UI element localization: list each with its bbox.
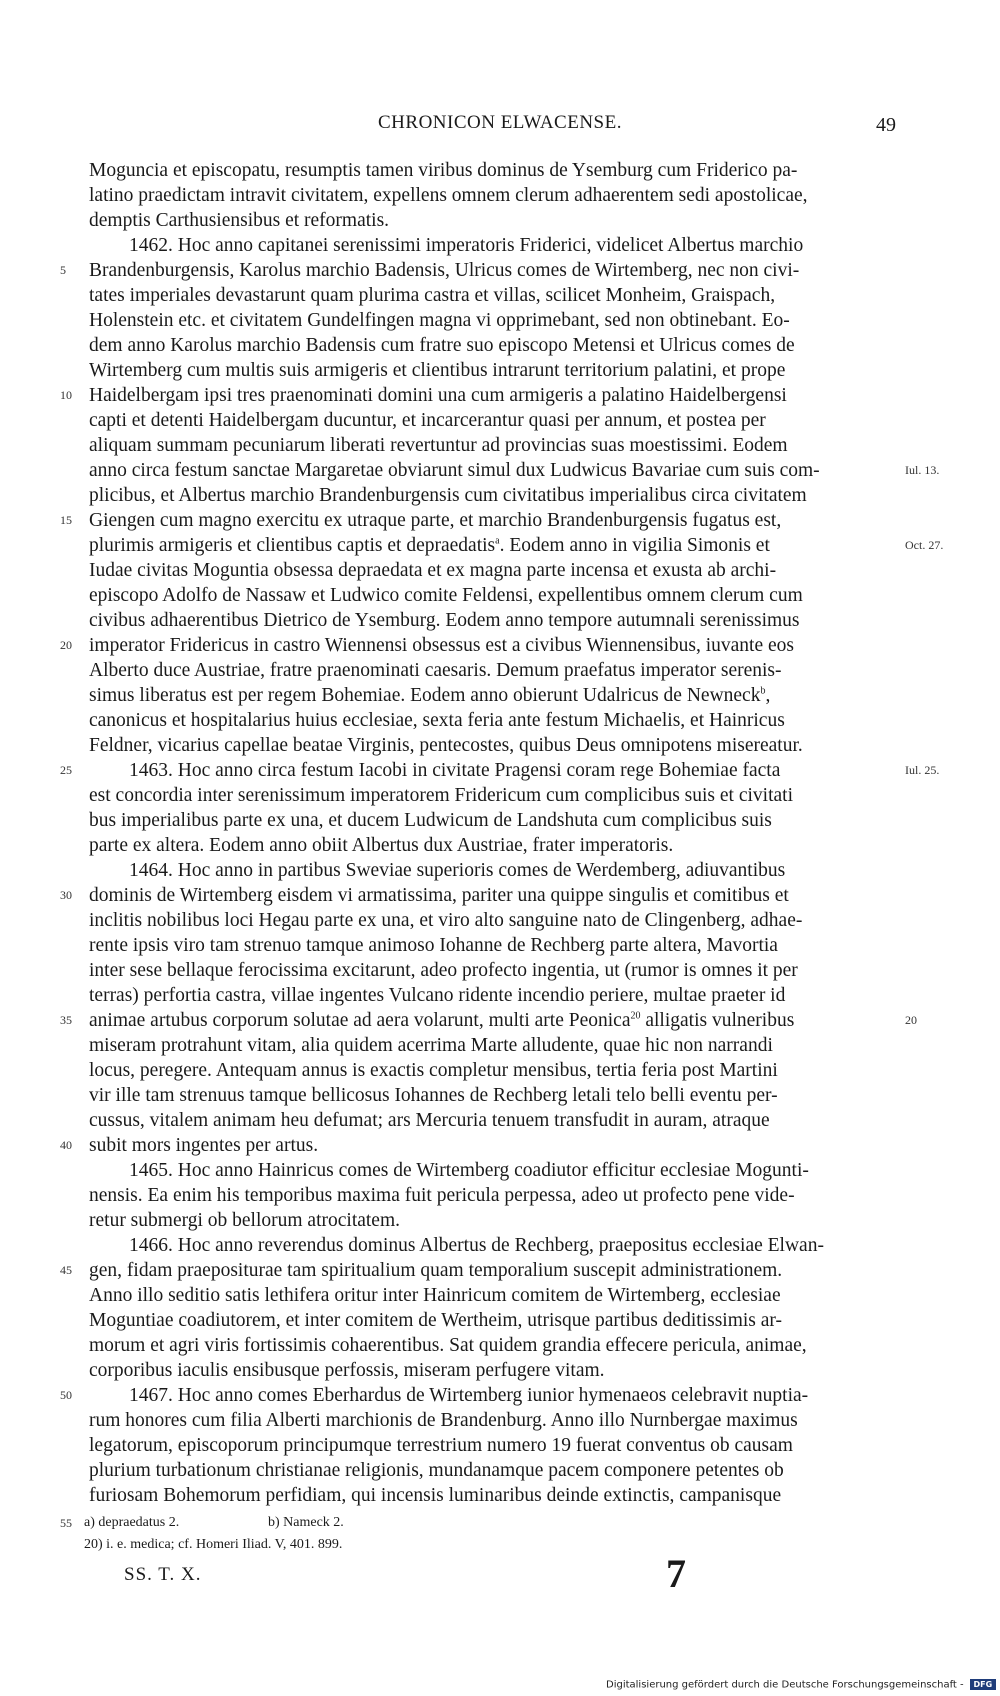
line-text	[89, 1458, 899, 1483]
text-line	[0, 158, 1000, 183]
line-text	[89, 933, 899, 958]
line-number: 30	[60, 888, 72, 902]
line-text	[89, 658, 899, 683]
line-text-segment: episcopo Adolfo de Nassaw et Ludwico comite Feldensi, expellentibus omnem clerum cum	[89, 585, 803, 606]
line-text-segment: imperator Fridericus in castro Wiennensi obsessus est a civibus Wiennensibus, iuvante eos	[89, 635, 794, 656]
text-line	[0, 808, 1000, 833]
line-text	[89, 158, 899, 183]
line-text-segment: animae artubus corporum solutae ad aera volarunt, multi arte Peonica	[89, 1010, 631, 1031]
line-text-segment: civibus adhaerentibus Dietrico de Ysemburg. Eodem anno tempore autumnali serenissimus	[89, 610, 800, 631]
line-text-segment: Iudae civitas Moguntia obsessa depraedata et ex magna parte incensa et exusta ab archi-	[89, 560, 777, 581]
line-text	[89, 1308, 899, 1333]
text-line	[0, 283, 1000, 308]
line-text	[89, 283, 899, 308]
line-text-segment: Holenstein etc. et civitatem Gundelfingen magna vi opprimebant, sed non obtinebant. Eo-	[89, 310, 790, 331]
text-line	[0, 1233, 1000, 1258]
text-line	[0, 783, 1000, 808]
line-text	[89, 1333, 899, 1358]
text-line	[0, 558, 1000, 583]
text-line	[0, 208, 1000, 233]
footnote-marker: b	[760, 685, 766, 697]
footnotes	[0, 1512, 1000, 1556]
line-text	[89, 583, 899, 608]
line-text-segment: Feldner, vicarius capellae beatae Virginis, pentecostes, quibus Deus omnipotens misereatur.	[89, 735, 803, 756]
line-text-segment: canonicus et hospitalarius huius ecclesiae, sexta feria ante festum Michaelis, et Hainricus	[89, 710, 785, 731]
text-line	[0, 1033, 1000, 1058]
line-text	[129, 1158, 899, 1183]
line-number: 25	[60, 763, 72, 777]
line-text	[89, 908, 899, 933]
line-text	[89, 183, 899, 208]
line-text-segment: corporibus iaculis ensibusque perfossis, miseram perfugere vitam.	[89, 1360, 605, 1381]
line-text-segment: Brandenburgensis, Karolus marchio Badensis, Ulricus comes de Wirtemberg, nec non civi-	[89, 260, 800, 281]
line-text-segment: simus liberatus est per regem Bohemiae. Eodem anno obierunt Udalricus de Newneck	[89, 685, 761, 706]
line-text	[89, 733, 899, 758]
line-text-segment: Anno illo seditio satis lethifera oritur inter Hainricum comitem de Wirtemberg, ecclesiae	[89, 1285, 781, 1306]
line-text-segment: vir ille tam strenuus tamque bellicosus Iohannes de Rechberg letali telo belli eventu per-	[89, 1085, 778, 1106]
line-number: 15	[60, 513, 72, 527]
text-line	[0, 233, 1000, 258]
margin-date-note: Iul. 25.	[905, 763, 940, 777]
text-line	[0, 1333, 1000, 1358]
line-number: 5	[60, 263, 66, 277]
line-text-segment: retur submergi ob bellorum atrocitatem.	[89, 1210, 401, 1231]
line-text-segment: anno circa festum sanctae Margaretae obviarunt simul dux Ludwicus Bavariae cum suis com-	[89, 460, 820, 481]
sheet-number: 7	[666, 1551, 686, 1596]
text-line	[0, 1058, 1000, 1083]
text-line	[0, 1183, 1000, 1208]
line-text-segment: legatorum, episcoporum principumque terrestrium numero 19 fuerat conventus ob causam	[89, 1435, 793, 1456]
line-text	[89, 683, 899, 708]
line-text-segment: 1466. Hoc anno reverendus dominus Albertus de Rechberg, praepositus ecclesiae Elwan-	[129, 1235, 824, 1256]
text-line	[0, 183, 1000, 208]
line-text	[89, 983, 899, 1008]
line-text-segment: Haidelbergam ipsi tres praenominati domini una cum armigeris a palatino Haidelbergensi	[89, 385, 787, 406]
line-text	[89, 208, 899, 233]
text-line	[0, 708, 1000, 733]
text-line	[0, 1458, 1000, 1483]
text-line	[0, 258, 1000, 283]
line-text	[89, 1408, 899, 1433]
line-text-segment: aliquam summam pecuniarum liberati revertuntur ad provincias suas moestissimi. Eodem	[89, 435, 788, 456]
line-number: 10	[60, 388, 72, 402]
line-text-segment: est concordia inter serenissimum imperatorem Fridericum cum complicibus suis et civitati	[89, 785, 793, 806]
text-line	[0, 408, 1000, 433]
dfg-logo-icon: DFG	[970, 1679, 996, 1690]
line-text	[89, 333, 899, 358]
line-text	[89, 883, 899, 908]
text-line	[0, 1208, 1000, 1233]
line-text	[129, 858, 899, 883]
line-text-segment: 1465. Hoc anno Hainricus comes de Wirtemberg coadiutor efficitur ecclesiae Mogunti-	[129, 1160, 809, 1181]
line-text	[89, 1108, 899, 1133]
footnote-row	[0, 1534, 1000, 1556]
footnote-marker: 20	[630, 1010, 641, 1022]
line-text-segment: 1467. Hoc anno comes Eberhardus de Wirtemberg iunior hymenaeos celebravit nuptia-	[129, 1385, 809, 1406]
margin-date-note: Oct. 27.	[905, 538, 944, 552]
line-text	[89, 633, 899, 658]
line-text-segment: gen, fidam praepositurae tam spiritualium quam temporalium suscepit administrationem.	[89, 1260, 783, 1281]
footnote-a: a) depraedatus 2.	[84, 1515, 180, 1530]
line-text-segment: miseram protrahunt vitam, alia quidem acerrima Marte alludente, quae hic non narrandi	[89, 1035, 773, 1056]
text-line	[0, 633, 1000, 658]
text-line	[0, 1083, 1000, 1108]
text-line	[0, 358, 1000, 383]
footnote-marker: a	[495, 535, 500, 547]
line-text-segment: bus imperialibus parte ex una, et ducem Ludwicum de Landshuta cum complicibus suis	[89, 810, 772, 831]
text-line	[0, 1483, 1000, 1508]
line-text-segment: . Eodem anno in vigilia Simonis et	[499, 535, 770, 556]
footnote-row	[0, 1512, 1000, 1534]
line-text-segment: demptis Carthusiensibus et reformatis.	[89, 210, 390, 231]
line-text	[89, 258, 899, 283]
line-text	[89, 783, 899, 808]
line-text	[89, 408, 899, 433]
line-text-segment: alligatis vulneribus	[640, 1010, 795, 1031]
line-text	[89, 1008, 899, 1033]
text-line	[0, 833, 1000, 858]
line-text	[89, 458, 899, 483]
line-text	[89, 433, 899, 458]
line-text	[89, 533, 899, 558]
line-text-segment: Giengen cum magno exercitu ex utraque parte, et marchio Brandenburgensis fugatus est,	[89, 510, 782, 531]
line-number: 45	[60, 1263, 72, 1277]
line-text-segment: nensis. Ea enim his temporibus maxima fuit pericula perpessa, adeo ut profecto pene vide-	[89, 1185, 795, 1206]
line-text	[89, 1133, 899, 1158]
footnote-line-number: 55	[60, 1516, 72, 1530]
line-text-segment: rum honores cum filia Alberti marchionis de Brandenburg. Anno illo Nurnbergae maximus	[89, 1410, 798, 1431]
line-text	[89, 1283, 899, 1308]
line-text-segment: plicibus, et Albertus marchio Brandenburgensis cum civitatibus imperialibus circa civitatem	[89, 485, 807, 506]
text-line	[0, 458, 1000, 483]
text-line	[0, 1133, 1000, 1158]
line-text	[89, 1058, 899, 1083]
text-line	[0, 1433, 1000, 1458]
text-line	[0, 1008, 1000, 1033]
text-line	[0, 1358, 1000, 1383]
line-text-segment: latino praedictam intravit civitatem, expellens omnem clerum adhaerentem sedi apostolicae,	[89, 185, 808, 206]
line-text	[89, 1433, 899, 1458]
line-text	[89, 1083, 899, 1108]
text-line	[0, 1283, 1000, 1308]
line-text-segment: parte ex altera. Eodem anno obiit Albertus dux Austriae, frater imperatoris.	[89, 835, 674, 856]
line-text	[89, 358, 899, 383]
text-line	[0, 1383, 1000, 1408]
text-line	[0, 983, 1000, 1008]
line-text-segment: inclitis nobilibus loci Hegau parte ex una, et viro alto sanguine nato de Clingenberg, adhae-	[89, 910, 803, 931]
text-line	[0, 933, 1000, 958]
text-line	[0, 1108, 1000, 1133]
text-line	[0, 908, 1000, 933]
digitization-text: Digitalisierung gefördert durch die Deutsche Forschungsgemeinschaft -	[606, 1679, 964, 1691]
line-text-segment: rente ipsis viro tam strenuo tamque animoso Iohanne de Rechberg parte altera, Mavortia	[89, 935, 778, 956]
line-text	[89, 808, 899, 833]
text-line	[0, 308, 1000, 333]
line-text	[89, 483, 899, 508]
line-text-segment: locus, peregere. Antequam annus is exactis completur mensibus, tertia feria post Martini	[89, 1060, 778, 1081]
line-text	[89, 508, 899, 533]
line-text	[89, 558, 899, 583]
text-line	[0, 858, 1000, 883]
line-text-segment: plurimis armigeris et clientibus captis et depraedatis	[89, 535, 496, 556]
line-text	[89, 708, 899, 733]
line-text-segment: capti et detenti Haidelbergam ducuntur, et incarcerantur quasi per annum, et postea per	[89, 410, 766, 431]
text-line	[0, 383, 1000, 408]
text-line	[0, 1308, 1000, 1333]
line-text	[89, 1208, 899, 1233]
line-text	[89, 1358, 899, 1383]
line-text-segment: Moguntiae coadiutorem, et inter comitem de Wertheim, utrisque partibus deditissimis ar-	[89, 1310, 783, 1331]
footnote-b: b) Nameck 2.	[268, 1515, 344, 1530]
text-line	[0, 508, 1000, 533]
text-line	[0, 658, 1000, 683]
text-line	[0, 758, 1000, 783]
line-text-segment: subit mors ingentes per artus.	[89, 1135, 319, 1156]
line-text-segment: Alberto duce Austriae, fratre praenominati caesaris. Demum praefatus imperator serenis-	[89, 660, 782, 681]
footnote-20: 20) i. e. medica; cf. Homeri Iliad. V, 401. 899.	[84, 1537, 343, 1552]
body-text	[0, 158, 1000, 1508]
text-line	[0, 433, 1000, 458]
line-number: 20	[60, 638, 72, 652]
text-line	[0, 683, 1000, 708]
running-title: CHRONICON ELWACENSE.	[378, 112, 622, 133]
line-text-segment: 1462. Hoc anno capitanei serenissimi imperatoris Friderici, videlicet Albertus marchio	[129, 235, 804, 256]
line-text	[129, 233, 899, 258]
line-text	[89, 383, 899, 408]
signature-mark: SS. T. X.	[124, 1564, 202, 1585]
digitization-credit	[606, 1679, 996, 1691]
line-number: 35	[60, 1013, 72, 1027]
line-text-segment: inter sese bellaque ferocissima excitarunt, adeo profecto ingentia, ut (rumor is omnes it per	[89, 960, 798, 981]
text-line	[0, 1258, 1000, 1283]
line-text-segment: terras) perfortia castra, villae ingentes Vulcano ridente incendio periere, multae praeter id	[89, 985, 786, 1006]
line-text	[89, 1483, 899, 1508]
line-text-segment: 1463. Hoc anno circa festum Iacobi in civitate Pragensi coram rege Bohemiae facta	[129, 760, 781, 781]
line-number: 50	[60, 1388, 72, 1402]
line-number: 40	[60, 1138, 72, 1152]
line-text	[129, 758, 899, 783]
line-text-segment: Moguncia et episcopatu, resumptis tamen viribus dominus de Ysemburg cum Friderico pa-	[89, 160, 798, 181]
text-line	[0, 608, 1000, 633]
text-line	[0, 533, 1000, 558]
line-text	[129, 1383, 899, 1408]
text-line	[0, 883, 1000, 908]
line-text-segment: tates imperiales devastarunt quam plurima castra et villas, scilicet Monheim, Graispach,	[89, 285, 776, 306]
line-text	[89, 833, 899, 858]
line-text	[89, 308, 899, 333]
line-text-segment: dem anno Karolus marchio Badensis cum fratre suo episcopo Metensi et Ulricus comes de	[89, 335, 795, 356]
text-line	[0, 1158, 1000, 1183]
text-line	[0, 733, 1000, 758]
text-line	[0, 1408, 1000, 1433]
line-text-segment: Wirtemberg cum multis suis armigeris et clientibus intrarunt territorium palatini, et prope	[89, 360, 786, 381]
line-text-segment: morum et agri viris fortissimis cohaerentibus. Sat quidem grandia effecere pericula, animae,	[89, 1335, 807, 1356]
text-line	[0, 333, 1000, 358]
margin-date-note: Iul. 13.	[905, 463, 940, 477]
page-number: 49	[876, 114, 896, 136]
line-text-segment: 1464. Hoc anno in partibus Sweviae superioris comes de Werdemberg, adiuvantibus	[129, 860, 786, 881]
line-text-segment: cussus, vitalem animam heu defumat; ars Mercuria tenuem transfudit in auram, atraque	[89, 1110, 770, 1131]
line-text	[89, 1183, 899, 1208]
margin-date-note: 20	[905, 1013, 917, 1027]
line-text	[89, 1033, 899, 1058]
text-line	[0, 958, 1000, 983]
line-text	[89, 958, 899, 983]
line-text-segment: furiosam Bohemorum perfidiam, qui incensis luminaribus deinde extinctis, campanisque	[89, 1485, 782, 1506]
line-text	[89, 608, 899, 633]
line-text-segment: ,	[765, 685, 771, 706]
line-text	[89, 1258, 899, 1283]
text-line	[0, 483, 1000, 508]
line-text-segment: dominis de Wirtemberg eisdem vi armatissima, pariter una quippe singulis et comitibus et	[89, 885, 789, 906]
line-text	[129, 1233, 899, 1258]
text-line	[0, 583, 1000, 608]
line-text-segment: plurium turbationum christianae religionis, mundanamque pacem componere petentes ob	[89, 1460, 784, 1481]
